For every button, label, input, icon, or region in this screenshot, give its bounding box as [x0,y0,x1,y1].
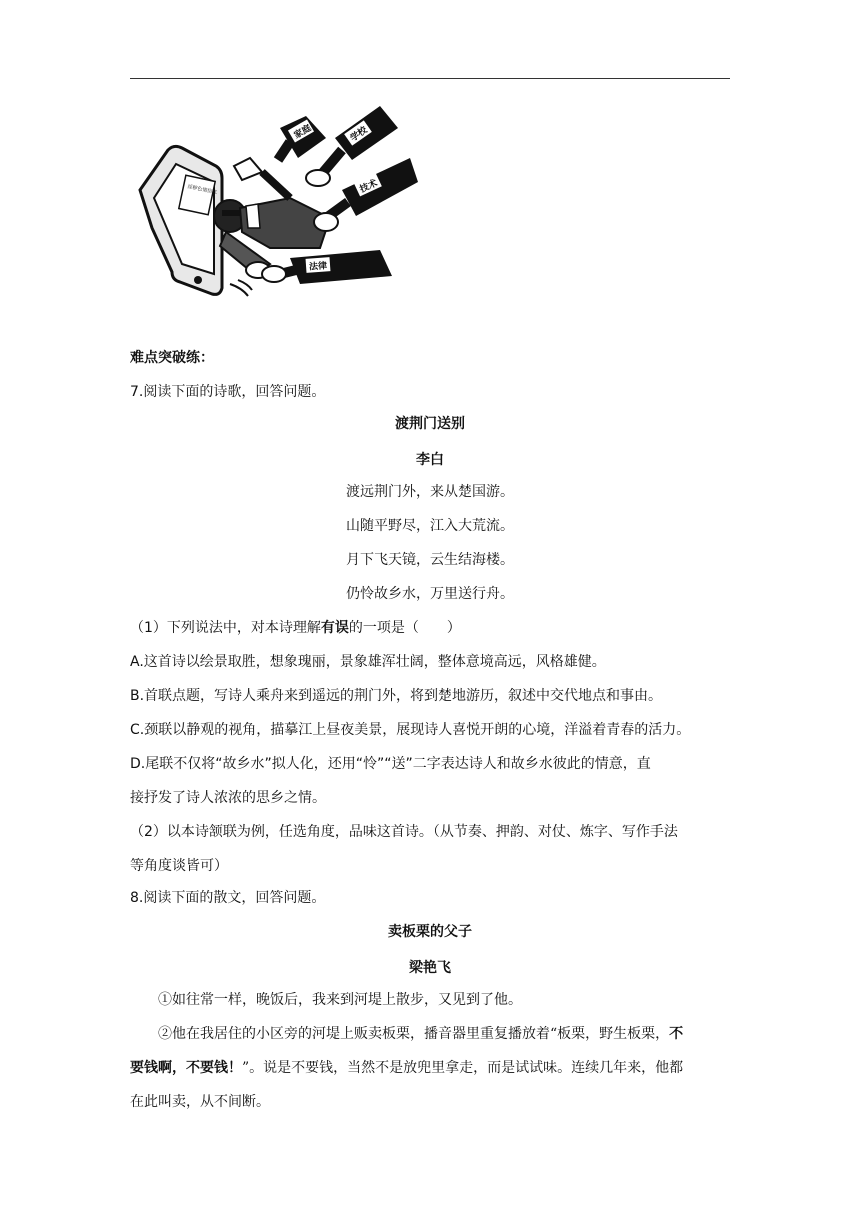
label-technology: 技术 [358,178,380,196]
option-b: B.首联点题，写诗人乘舟来到遥远的荆门外，将到楚地游历，叙述中交代地点和事由。 [130,688,663,704]
essay-paragraph-2-line3: 在此叫卖，从不间断。 [130,1094,270,1110]
q7-sub1-emphasis: 有误 [320,620,349,636]
section-heading: 难点突破练： [130,350,214,366]
essay-p2-bold1: 不 [669,1026,684,1042]
option-d: D.尾联不仅将“故乡水”拟人化，还用“怜”“送”二字表达诗人和故乡水彼此的情意，直 [130,756,651,772]
essay-paragraph-2-line2 [130,1058,683,1078]
phone-screen-text: 淫秽色情信息 [186,183,218,197]
q7-sub2-line1: （2）以本诗颔联为例，任选角度，品味这首诗。（从节奏、押韵、对仗、炼字、写作手法 [130,824,678,840]
q7-sub2-line2: 等角度谈皆可） [130,858,228,874]
label-school: 学校 [348,125,370,144]
poem-author: 李白 [416,452,444,468]
essay-p2-before: ②他在我居住的小区旁的河堤上贩卖板栗，播音器里重复播放着“板栗，野生板栗， [158,1026,670,1042]
cartoon-illustration [130,98,420,303]
label-law: 法律 [308,261,328,273]
arm-family [278,116,326,160]
label-family: 家庭 [292,123,314,142]
q7-sub1-after: 的一项是（ ） [348,620,461,636]
essay-title: 卖板栗的父子 [388,924,472,940]
q7-prompt: 7.阅读下面的诗歌，回答问题。 [130,384,326,400]
option-c: C.颈联以静观的视角，描摹江上昼夜美景，展现诗人喜悦开朗的心境，洋溢着青春的活力。 [130,722,691,738]
poem-line-3: 月下飞天镜，云生结海楼。 [346,552,514,568]
poem-line-1: 渡远荆门外，来从楚国游。 [346,484,514,500]
q8-prompt: 8.阅读下面的散文，回答问题。 [130,890,326,906]
arm-law [262,250,392,284]
essay-p2-after: ”。说是不要钱，当然不是放兜里拿走，而是试试味。连续几年来，他都 [242,1060,684,1076]
essay-paragraph-2-line1 [158,1024,683,1044]
poem-line-2: 山随平野尽，江入大荒流。 [346,518,514,534]
essay-author: 梁艳飞 [409,960,451,976]
poem-line-4: 仍怜故乡水，万里送行舟。 [346,586,514,602]
essay-p2-bold2: 要钱啊，不要钱！ [130,1060,242,1076]
q7-sub1-before: （1）下列说法中，对本诗理解 [130,620,321,636]
q7-sub1 [130,618,461,638]
header-rule [130,78,730,79]
option-d-cont: 接抒发了诗人浓浓的思乡之情。 [130,790,326,806]
option-a: A.这首诗以绘景取胜，想象瑰丽，景象雄浑壮阔，整体意境高远，风格雄健。 [130,654,606,670]
essay-paragraph-1: ①如往常一样，晚饭后，我来到河堤上散步，又见到了他。 [158,992,522,1008]
poem-title: 渡荆门送别 [395,416,465,432]
